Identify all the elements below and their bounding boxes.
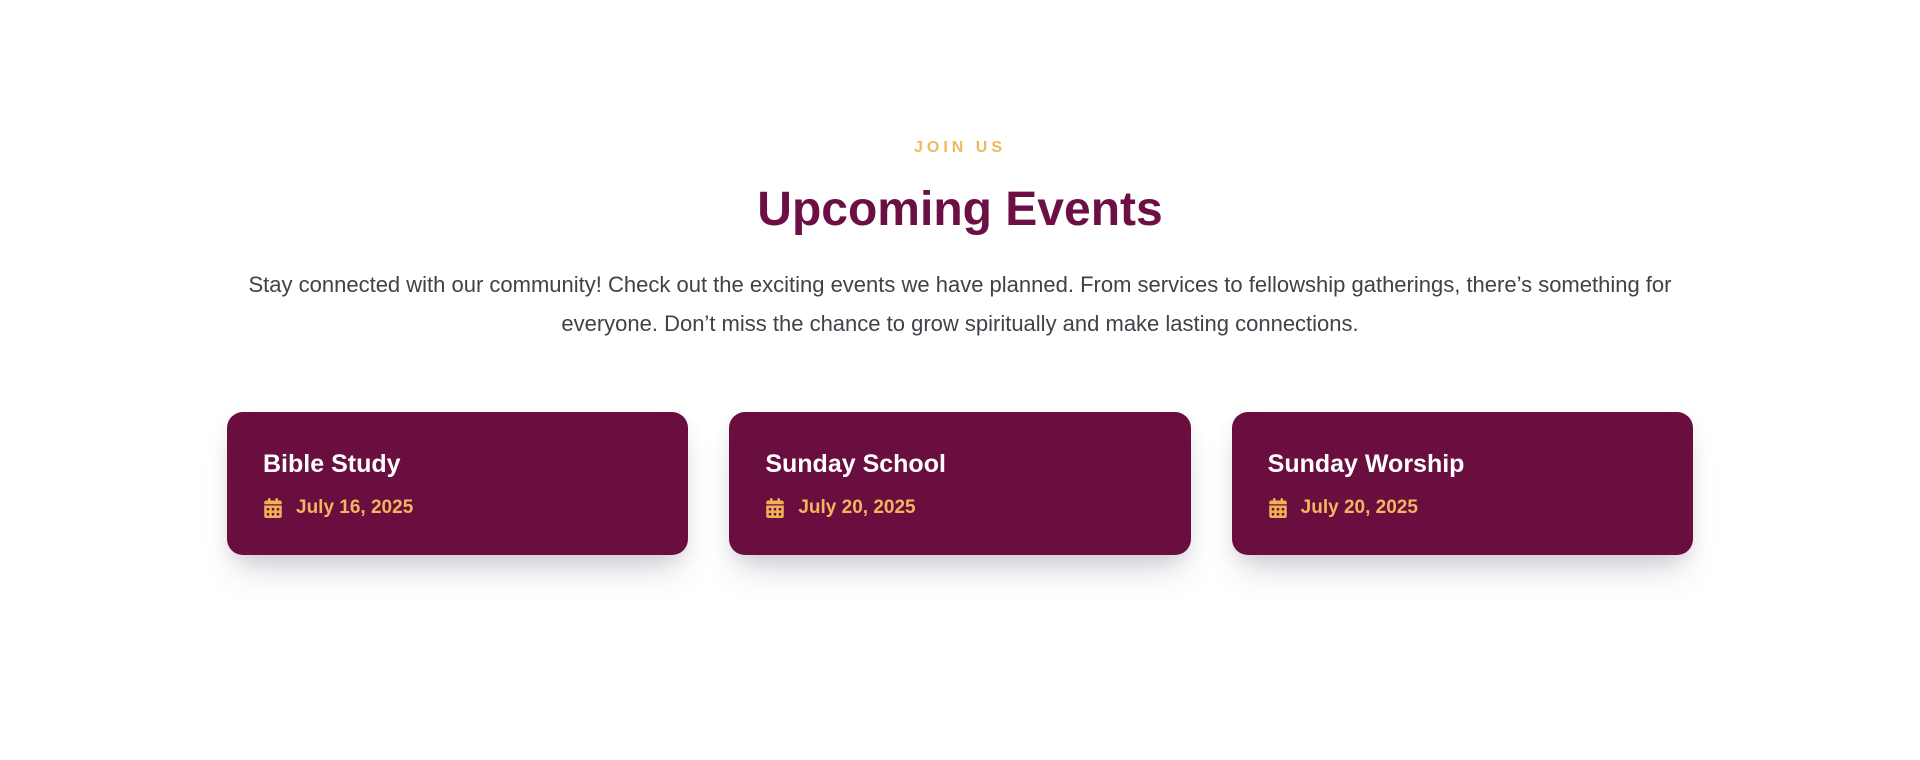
- section-title: Upcoming Events: [757, 183, 1163, 236]
- event-title: Sunday School: [765, 449, 946, 478]
- event-title: Sunday Worship: [1267, 449, 1465, 478]
- event-date: July 20, 2025: [1300, 496, 1418, 518]
- event-title: Bible Study: [263, 449, 401, 478]
- section-container: [227, 139, 1693, 555]
- event-card-sunday-school[interactable]: [729, 412, 1190, 555]
- section-description: Stay connected with our community! Check out the exciting events we have planned. From services to fellowship gatherings, there’s something for everyone. Don’t miss the chance to grow spiritually and make lasting connections.: [248, 271, 1672, 336]
- event-date-row: [263, 497, 652, 519]
- event-cards-row: [227, 412, 1693, 555]
- event-date-row: [765, 497, 1154, 519]
- event-card-bible-study[interactable]: [227, 412, 688, 555]
- eyebrow-label: JOIN US: [913, 139, 1006, 156]
- calendar-icon: [765, 498, 785, 518]
- event-card-sunday-worship[interactable]: [1232, 412, 1693, 555]
- calendar-icon: [1268, 498, 1288, 518]
- calendar-icon: [263, 498, 283, 518]
- event-date: July 16, 2025: [296, 496, 414, 518]
- event-date-row: [1268, 497, 1657, 519]
- event-date: July 20, 2025: [798, 496, 916, 518]
